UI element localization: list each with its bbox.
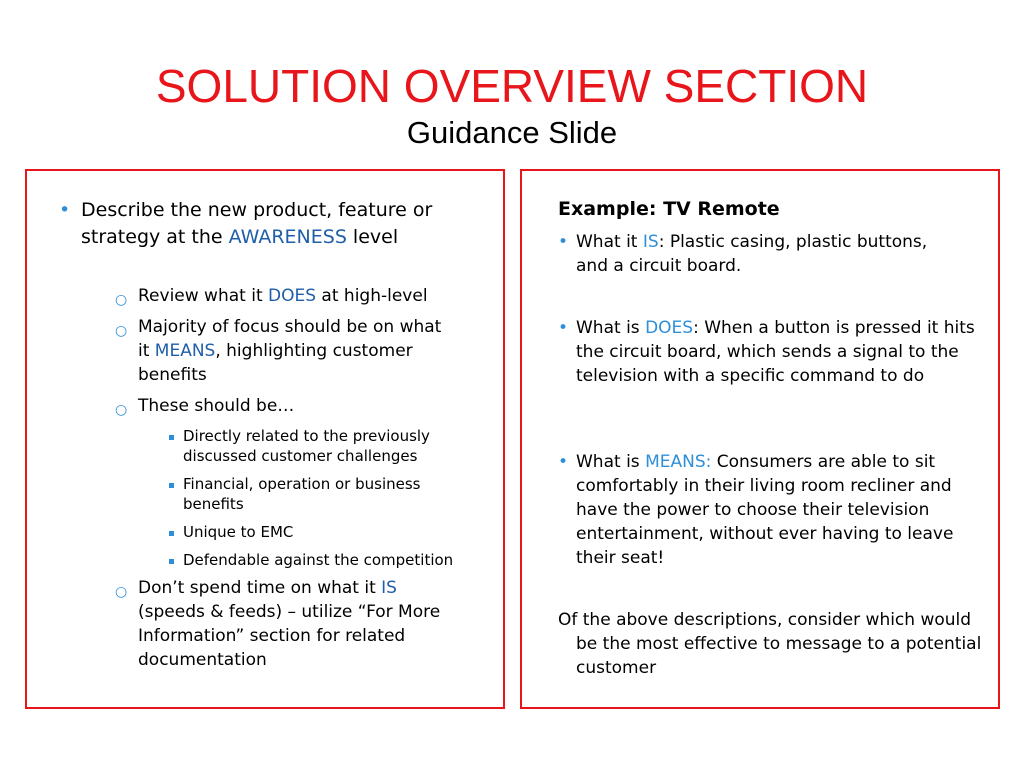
keyword-means: MEANS	[154, 341, 216, 361]
item-text: Consumers are able to sit comfortably in their living room recliner and have the power to choose their television entertainment, without ever having to leave their seat!	[576, 452, 954, 568]
guidance-panel	[25, 169, 505, 709]
bullet-dot-icon: •	[558, 232, 569, 252]
item-text: Majority of focus should be on what it	[138, 317, 442, 361]
example-item-is	[576, 230, 936, 278]
keyword-is: IS	[381, 578, 397, 598]
circle-bullet-icon: ○	[115, 292, 128, 308]
bullet-dot-icon: •	[59, 199, 71, 221]
item-text: Review what it	[138, 286, 269, 306]
square-bullet-icon	[169, 559, 174, 564]
sub-item-does	[138, 284, 498, 308]
bullet-dot-icon: •	[558, 318, 569, 338]
item-text: What is	[576, 452, 646, 472]
closing-note: Of the above descriptions, consider which would be the most effective to message to a potential customer	[558, 610, 982, 678]
keyword-means: MEANS:	[645, 452, 712, 472]
item-text: Describe the new product, feature or strategy at the	[81, 199, 433, 248]
sub-sub-item: Defendable against the competition	[183, 551, 454, 569]
slide-title: SOLUTION OVERVIEW SECTION	[155, 60, 869, 112]
square-bullet-icon	[169, 483, 174, 488]
circle-bullet-icon: ○	[115, 584, 128, 600]
bullet-dot-icon: •	[558, 452, 569, 472]
keyword-awareness: AWARENESS	[228, 226, 347, 248]
item-text: (speeds & feeds) – utilize “For More Information” section for related documentation	[138, 602, 441, 670]
keyword-is: IS	[642, 232, 659, 252]
item-text: at high-level	[316, 286, 428, 306]
circle-bullet-icon: ○	[115, 323, 128, 339]
sub-item-is	[138, 576, 458, 672]
item-text: These should be…	[138, 396, 295, 416]
sub-sub-item: Directly related to the previously discussed customer challenges	[183, 427, 430, 465]
bullet-item-awareness	[81, 197, 481, 251]
sub-item-means	[138, 315, 458, 387]
sub-item-these	[138, 394, 478, 418]
item-text: What is	[576, 318, 646, 338]
item-text: , highlighting customer benefits	[138, 341, 413, 385]
slide-subtitle: Guidance Slide	[406, 115, 618, 150]
keyword-does: DOES	[268, 286, 317, 306]
item-text: : Plastic casing, plastic buttons, and a circuit board.	[576, 232, 928, 276]
example-item-means	[576, 450, 986, 570]
example-panel	[520, 169, 1000, 709]
circle-bullet-icon: ○	[115, 402, 128, 418]
keyword-does: DOES	[645, 318, 694, 338]
item-text: level	[346, 226, 399, 248]
sub-sub-item: Financial, operation or business benefits	[183, 475, 421, 513]
square-bullet-icon	[169, 435, 174, 440]
square-bullet-icon	[169, 531, 174, 536]
item-text: Don’t spend time on what it	[138, 578, 382, 598]
example-heading: Example: TV Remote	[558, 198, 780, 220]
sub-sub-item: Unique to EMC	[183, 523, 294, 541]
item-text: : When a button is pressed it hits the circuit board, which sends a signal to the television with a specific command to do	[576, 318, 975, 386]
example-item-does	[576, 316, 994, 388]
item-text: What it	[576, 232, 643, 252]
